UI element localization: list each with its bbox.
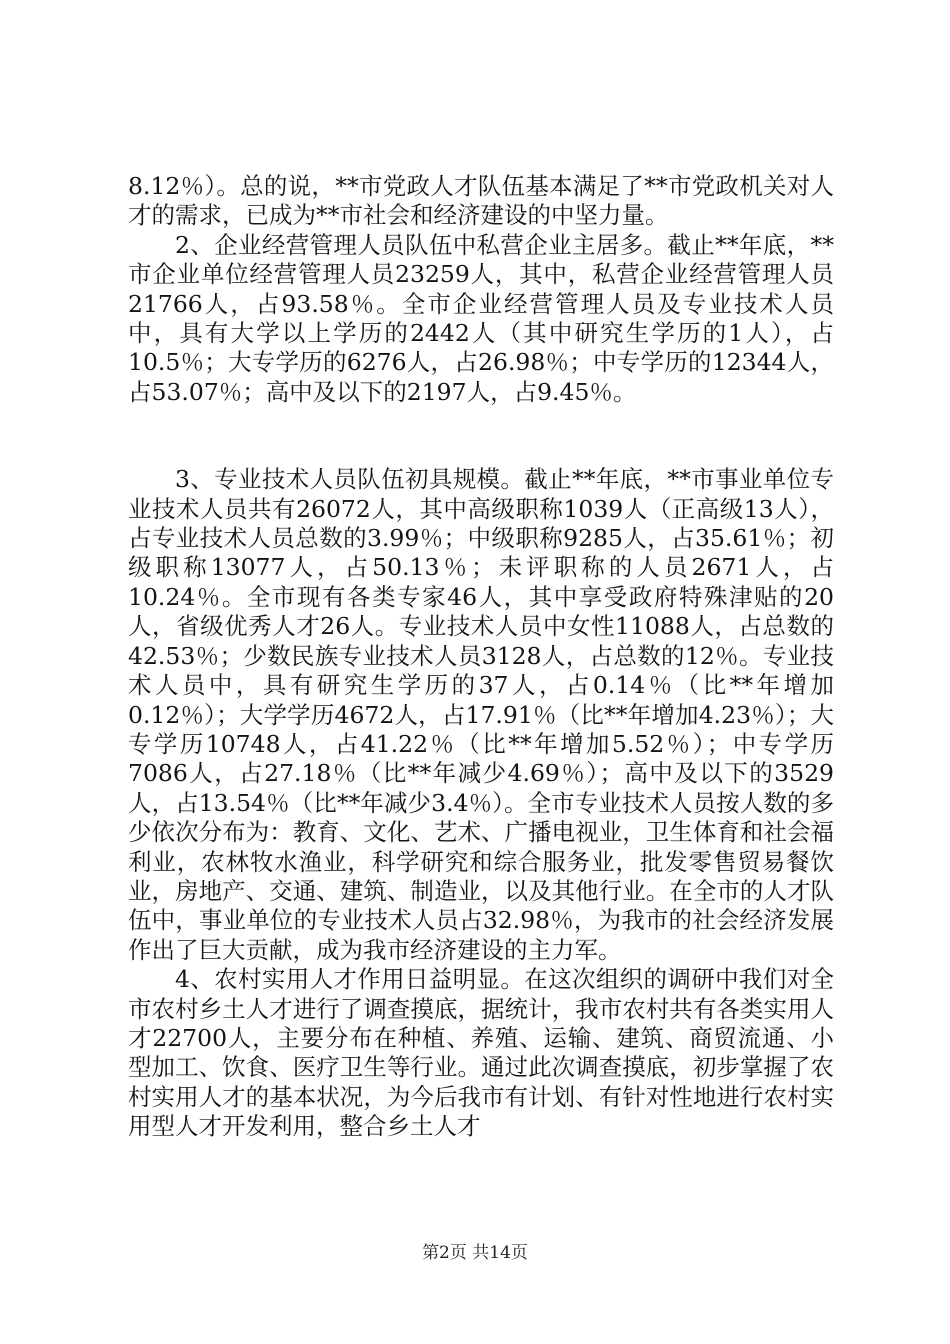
page-footer: 第2页 共14页 (422, 1243, 528, 1263)
paragraph-continuation: 8.12％）。总的说，**市党政人才队伍基本满足了**市党政机关对人才的需求，已成为**市社会和经济建设的中坚力量。 (128, 172, 834, 230)
document-body (128, 172, 834, 1142)
paragraph-gap (128, 407, 834, 465)
paragraph-enterprise-managers: 2、企业经营管理人员队伍中私营企业主居多。截止**年底，**市企业单位经营管理人员23259人，其中，私营企业经营管理人员21766人，占93.58％。全市企业经营管理人员及专业技术人员中，具有大学以上学历的2442人（其中研究生学历的1人），占10.5％；大专学历的6276人，占26.98％；中专学历的12344人，占53.07％；高中及以下的2197人，占9.45％。 (128, 230, 834, 406)
paragraph-technical-staff: 3、专业技术人员队伍初具规模。截止**年底，**市事业单位专业技术人员共有26072人，其中高级职称1039人（正高级13人），占专业技术人员总数的3.99％；中级职称9285人，占35.61％；初级职称13077人，占50.13％；未评职称的人员2671人，占10.24％。全市现有各类专家46人，其中享受政府特殊津贴的20人，省级优秀人才26人。专业技术人员中女性11088人，占总数的42.53％；少数民族专业技术人员3128人，占总数的12％。专业技术人员中，具有研究生学历的37人，占0.14％（比**年增加0.12％）；大学学历4672人，占17.91％（比**年增加4.23％）；大专学历10748人，占41.22％（比**年增加5.52％）；中专学历7086人，占27.18％（比**年减少4.69％）；高中及以下的3529人，占13.54％（比**年减少3.4％）。全市专业技术人员按人数的多少依次分布为：教育、文化、艺术、广播电视业，卫生体育和社会福利业，农林牧水渔业，科学研究和综合服务业，批发零售贸易餐饮业，房地产、交通、建筑、制造业，以及其他行业。在全市的人才队伍中，事业单位的专业技术人员占32.98％，为我市的社会经济发展作出了巨大贡献，成为我市经济建设的主力军。 (128, 465, 834, 964)
paragraph-rural-talent: 4、农村实用人才作用日益明显。在这次组织的调研中我们对全市农村乡土人才进行了调查摸底，据统计，我市农村共有各类实用人才22700人，主要分布在种植、养殖、运输、建筑、商贸流通、小型加工、饮食、医疗卫生等行业。通过此次调查摸底，初步掌握了农村实用人才的基本状况，为今后我市有计划、有针对性地进行农村实用型人才开发利用，整合乡土人才 (128, 965, 834, 1141)
